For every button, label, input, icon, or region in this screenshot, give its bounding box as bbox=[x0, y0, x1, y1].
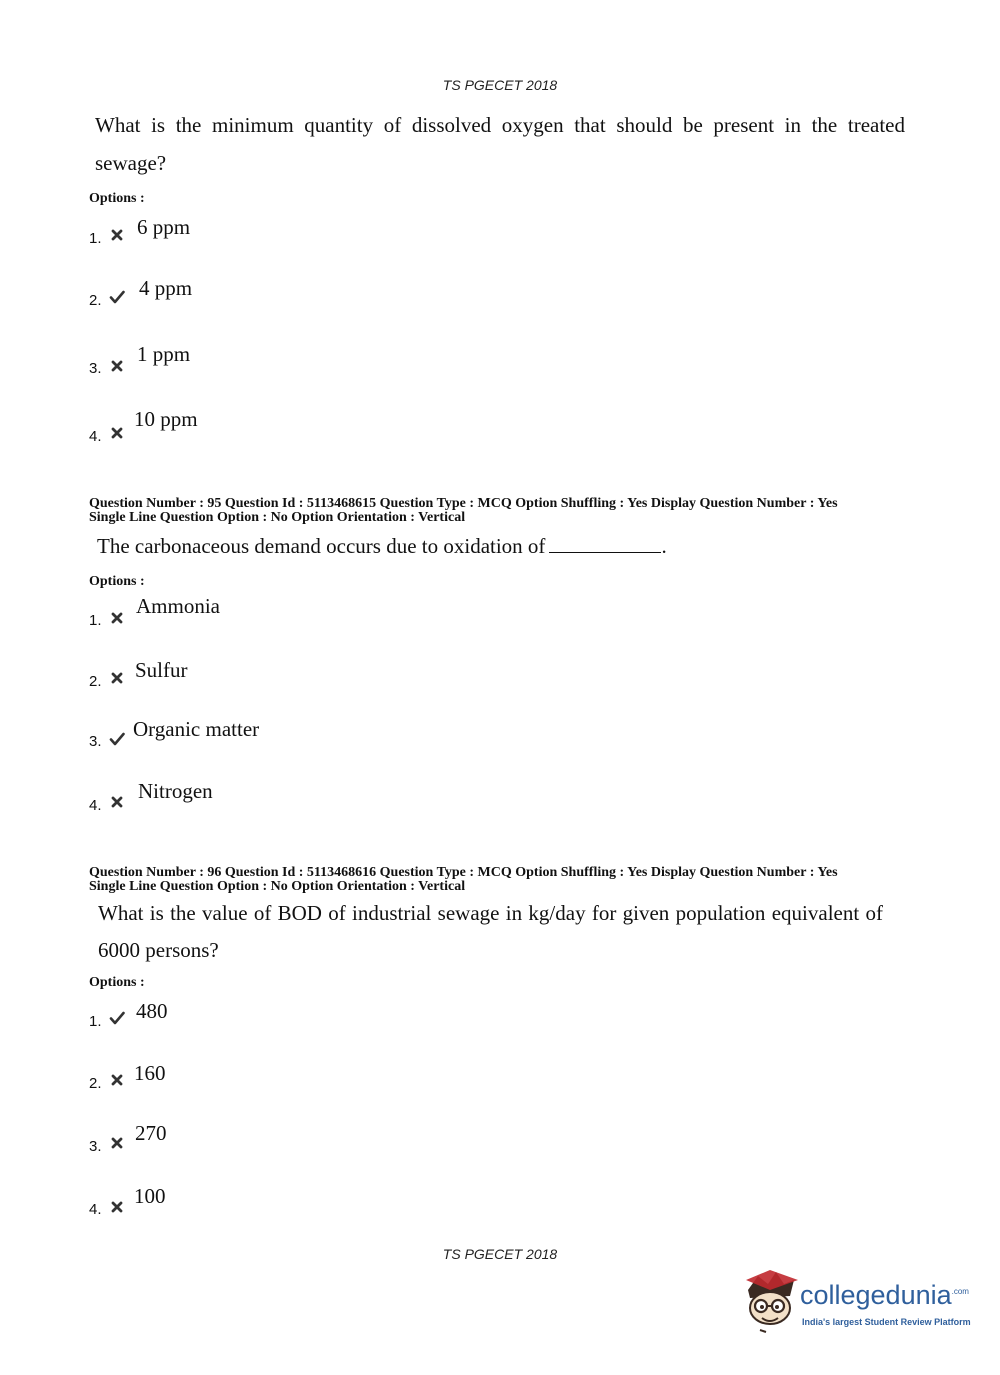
check-icon bbox=[109, 289, 125, 305]
brand-name: collegedunia$^{.com}$ bbox=[800, 1280, 969, 1310]
question-meta: Question Number : 95 Question Id : 5113468615 Question Type : MCQ Option Shuffling : Yes Display Question Number : Yes bbox=[89, 496, 838, 511]
cross-icon bbox=[109, 1135, 125, 1151]
mascot-logo-icon bbox=[740, 1268, 800, 1338]
option-number: 3. bbox=[89, 1138, 102, 1155]
option-number: 2. bbox=[89, 1075, 102, 1092]
cross-icon bbox=[109, 425, 125, 441]
options-label: Options : bbox=[89, 574, 145, 589]
brand-tld: .com bbox=[951, 1287, 969, 1296]
options-label: Options : bbox=[89, 191, 145, 206]
brand-tagline: India's largest Student Review Platform bbox=[802, 1317, 971, 1327]
cross-icon bbox=[109, 1072, 125, 1088]
page-header: TS PGECET 2018 bbox=[442, 77, 558, 93]
option-number: 1. bbox=[89, 230, 102, 247]
option-text: 480 bbox=[136, 999, 168, 1023]
option-number: 2. bbox=[89, 673, 102, 690]
option-text: Organic matter bbox=[133, 717, 260, 741]
page-footer: TS PGECET 2018 bbox=[442, 1246, 558, 1262]
options-label: Options : bbox=[89, 975, 145, 990]
option-text: 6 ppm bbox=[137, 215, 191, 239]
option-number: 1. bbox=[89, 1013, 102, 1030]
option-text: 1 ppm bbox=[137, 342, 191, 366]
question-meta: Single Line Question Option : No Option Orientation : Vertical bbox=[89, 879, 466, 894]
check-icon bbox=[109, 1010, 125, 1026]
option-text: 270 bbox=[135, 1121, 167, 1145]
question-meta: Question Number : 96 Question Id : 5113468616 Question Type : MCQ Option Shuffling : Yes Display Question Number : Yes bbox=[89, 865, 838, 880]
question-text: What is the value of BOD of industrial sewage in kg/day for given population equivalent of 6000 persons? bbox=[98, 901, 883, 962]
question-text-end: . bbox=[661, 534, 667, 558]
cross-icon bbox=[109, 1199, 125, 1215]
question-text-body: The carbonaceous demand occurs due to oxidation of bbox=[97, 534, 546, 558]
option-number: 4. bbox=[89, 797, 102, 814]
option-text: Ammonia bbox=[136, 594, 220, 618]
option-number: 3. bbox=[89, 360, 102, 377]
cross-icon bbox=[109, 358, 125, 374]
cross-icon bbox=[109, 794, 125, 810]
question-meta: Single Line Question Option : No Option Orientation : Vertical bbox=[89, 510, 466, 525]
check-icon bbox=[109, 731, 125, 747]
option-number: 1. bbox=[89, 612, 102, 629]
answer-blank bbox=[549, 538, 661, 553]
option-number: 3. bbox=[89, 733, 102, 750]
option-text: 160 bbox=[134, 1061, 166, 1085]
option-text: 4 ppm bbox=[139, 276, 193, 300]
option-text: Nitrogen bbox=[138, 779, 213, 803]
question-text bbox=[97, 527, 907, 565]
question-text: What is the minimum quantity of dissolved oxygen that should be present in the treated sewage? bbox=[95, 113, 905, 175]
option-number: 2. bbox=[89, 292, 102, 309]
option-text: 10 ppm bbox=[134, 407, 198, 431]
cross-icon bbox=[109, 610, 125, 626]
option-number: 4. bbox=[89, 428, 102, 445]
cross-icon bbox=[109, 670, 125, 686]
option-text: Sulfur bbox=[135, 658, 188, 682]
option-text: 100 bbox=[134, 1184, 166, 1208]
cross-icon bbox=[109, 227, 125, 243]
option-number: 4. bbox=[89, 1201, 102, 1218]
